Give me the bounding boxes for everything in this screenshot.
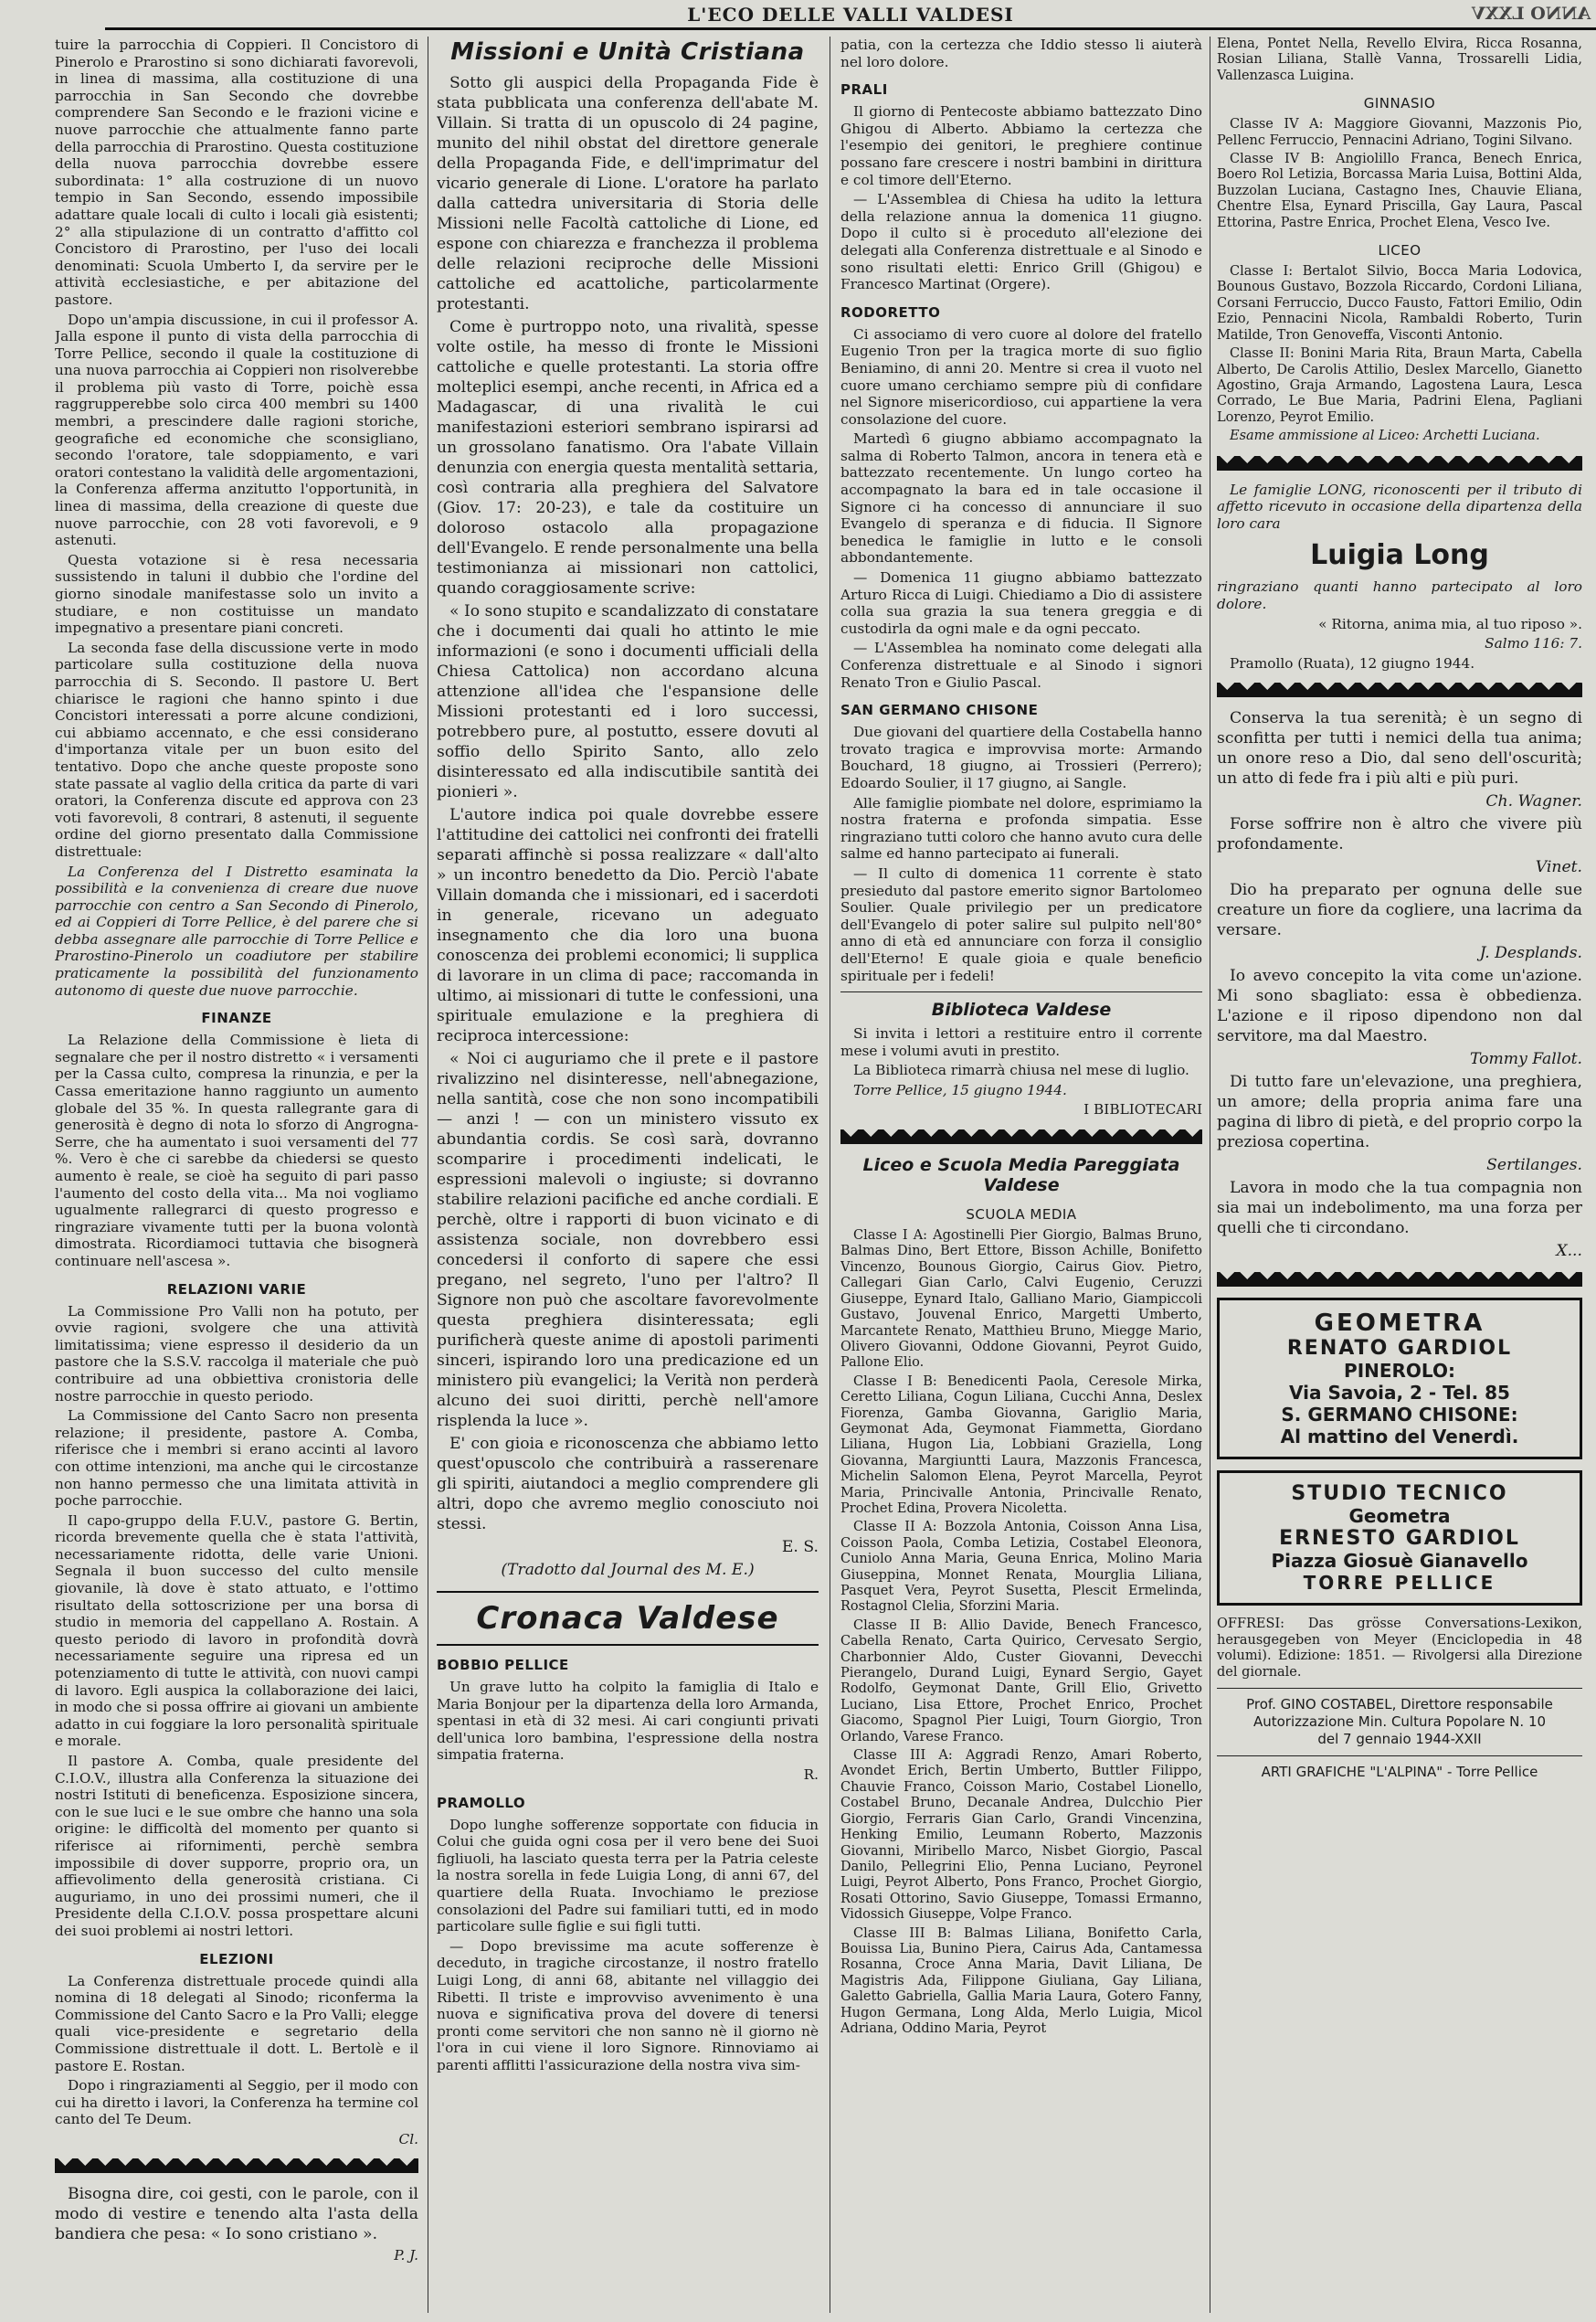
section-heading-rodoretto: RODORETTO [840,303,941,321]
conference-text [55,37,418,999]
section-banner-cronaca: Cronaca Valdese [437,1591,819,1646]
ad-line: Piazza Giosuè Gianavello [1271,1550,1528,1573]
section-heading-pramollo: PRAMOLLO [437,1794,526,1811]
psalm-reference: Salmo 116: 7. [1485,635,1582,652]
class-list: Classe IV B: Angiolillo Franca, Benech Enrica, Boero Rol Letizia, Borcassa Maria Luisa, Bottini Alda, Buzzolan Luciana, Castagno Ines, Chauvie Eliana, Chentre Elsa, Eynard Priscilla, Gay Laura, Pascal Ettorina, Pastre Enrica, Prochet Elena, Vesco Ive. [1217,152,1582,230]
section-heading-finanze: FINANZE [201,1010,272,1027]
paragraph: La Commissione Pro Valli non ha potuto, per ovvie ragioni, svolgere che una attività limitatissima; viene espresso il desiderio da un pastore che la S.S.V. raccolga il materiale che può contribuire ad una obbiettiva cronistoria delle nostre parrocchie in questo periodo. [55,1302,418,1405]
paragraph: La Relazione della Commissione è lieta di segnalare che per il nostro distretto « i versamenti per la Cassa culto, compresa la rinunzia, e per la Cassa emeritazione hanno raggiunto un aumento globale del 35 %. In questa rallegrante gara di generosità è degno di nota lo sforzo di Angrogna-Serre, che ha aumentato i suoi versamenti del 77 %. Vero è che ci sarebbe da chiedersi se questo aumento è reale, se cioè ha seguito di pari passo l'aumento del costo della vita... Ma noi vogliamo ugualmente rallegrarci di questo progresso e ringraziare vivamente tutti per la buona volontà dimostrata. Ricordiamoci tuttavia che bisognerà continuare nell'ascesa ». [55,1032,418,1269]
quote-author: Vinet. [1535,858,1582,877]
ad-line: Via Savoia, 2 - Tel. 85 [1289,1382,1510,1405]
section-heading-biblioteca: Biblioteca Valdese [931,1000,1112,1021]
quote-author: X... [1556,1242,1582,1261]
section-heading-liceo-classi: LICEO [1378,242,1422,260]
deceased-name: Luigia Long [1310,539,1489,572]
paragraph: patia, con la certezza che Iddio stesso li aiuterà nel loro dolore. [840,37,1202,70]
quote-text: Lavora in modo che la tua compagnia non sia mai un indebolimento, ma una forza per quelli che ti circondano. [1217,1179,1582,1238]
class-list: Elena, Pontet Nella, Revello Elvira, Ricca Rosanna, Rosian Liliana, Stallè Vanna, Trossarelli Lidia, Vallenzasca Luigina. [1217,37,1582,83]
paragraph: — L'Assemblea ha nominato come delegati alla Conferenza distrettuale e al Sinodo i signori Renato Tron e Giulio Pascal. [840,640,1202,691]
paragraph: La seconda fase della discussione verte in modo particolare sulla costituzione della nuova parrocchia di S. Secondo. Il pastore U. Bert chiarisce le ragioni che hanno spinto i due Concistori interessati a porre alcune condizioni, cui abbiamo accennato, e che essi considerano d'importanza vitale per un buon esito del tentativo. Dopo che anche queste proposte sono state passate al vaglio della critica da parte di vari oratori, la Conferenza discute ed approva con 23 voti favorevoli, 8 contrari, 8 astenuti, il seguente ordine del giorno presentato dalla Commissione distrettuale: [55,639,418,860]
paragraph: tuire la parrocchia di Coppieri. Il Concistoro di Pinerolo e Prarostino si sono dichiarati favorevoli, in linea di massima, alla costituzione di una parrocchia in San Secondo che dovrebbe comprendere San Secondo e le frazioni vicine e nuove parrocchie che attualmente fanno parte della parrocchia di Prarostino. Questa costituzione della nuova parrocchia dovrebbe essere subordinata: 1° alla costruzione di un nuovo tempio in San Secondo, essendo impossibile adattare quale locali di culto i locali già esistenti; 2° alla stipulazione di un contratto d'affitto col Concistoro di Prarostino, per l'uso dei locali denominati: Scuola Umberto I, da servire per le attività ecclesiastiche, e per abitazione del pastore. [55,37,418,308]
quote-text: Forse soffrire non è altro che vivere più profondamente. [1217,815,1582,854]
paragraph: L'autore indica poi quale dovrebbe essere l'attitudine dei cattolici nei confronti dei fratelli separati affinchè si possa realizzare « dall'alto » un incontro benedetto da Dio. Perciò l'abate Villain domanda che i missionari, ed i sacerdoti in generale, ricevano un adeguato insegnamento che dia loro una buona conoscenza dei problemi economici; li supplica di lavorare in un clima di pace; raccomanda in ultimo, ai missionari di tutte le confessioni, una spirituale emulazione e la preghiera di reciproca intercessione: [437,806,819,1045]
class-list: Classe III B: Balmas Liliana, Bonifetto Carla, Bouissa Lia, Bunino Piera, Cairus Ada, Cantamessa Rosanna, Croce Anna Maria, Davit Liliana, De Magistris Ada, Filippone Giuliana, Gay Liliana, Galetto Gabriella, Gallia Maria Laura, Gotero Fanny, Hugon Germana, Long Alda, Merlo Luigia, Micol Adriana, Oddino Maria, Peyrot [840,1925,1202,2036]
ad-renato-gardiol [1217,1298,1582,1459]
subheading-scuola-media: SCUOLA MEDIA [966,1206,1077,1224]
section-heading-prali: PRALI [840,81,888,99]
ad-line: GEOMETRA [1314,1309,1485,1338]
class-list: Classe I: Bertalot Silvio, Bocca Maria Lodovica, Bounous Gustavo, Bozzola Riccardo, Cordoni Liliana, Corsani Ferruccio, Ducco Fausto, Fattori Emilio, Odin Ezio, Pennacini Nicola, Rambaldi Roberto, Turin Matilde, Tron Genoveffa, Visconti Antonio. [1217,264,1582,343]
quote-text: Io avevo concepito la vita come un'azione. Mi sono sbagliato: essa è obbedienza. L'azione e il riposo dipendono non dal servitore, ma dal Maestro. [1217,967,1582,1046]
paragraph: Ci associamo di vero cuore al dolore del fratello Eugenio Tron per la tragica morte di suo figlio Beniamino, di anni 20. Mentre si crea il vuoto nel cuore umano cerchiamo sempre più di confidare nel Signore misericordioso, cui appartiene la vera consolazione del cuore. [840,325,1202,428]
ornament-rule [1217,683,1582,697]
divider [1217,1688,1582,1689]
paragraph: Alle famiglie piombate nel dolore, esprimiamo la nostra fraterna e profonda simpatia. Esse ringraziano tutti coloro che hanno avuto cura delle salme ed hanno partecipato ai funerali. [840,794,1202,863]
ad-line: S. GERMANO CHISONE: [1281,1404,1518,1426]
divider [840,991,1202,992]
quote-author: J. Desplands. [1479,944,1582,963]
paragraph: La Biblioteca rimarrà chiusa nel mese di luglio. [853,1062,1189,1079]
ornament-rule [1217,456,1582,471]
class-list: Classe II: Bonini Maria Rita, Braun Marta, Cabella Alberto, De Carolis Attilio, Deslex Marcello, Gianetto Agostino, Graja Armando, Lagostena Laura, Lesca Corrado, Le Bue Maria, Padrini Elena, Pagliani Lorenzo, Peyrot Emilio. [1217,346,1582,425]
column-4 [1217,37,1582,2315]
class-list: Classe I B: Benedicenti Paola, Ceresole Mirka, Ceretto Liliana, Cogun Liliana, Cucchi Anna, Deslex Fiorenza, Gamba Giovanna, Gariglio Maria, Geymonat Ada, Geymonat Fiammetta, Giordano Liliana, Hugon Lia, Lobbiani Graziella, Long Giovanna, Margiuntti Laura, Mazzonis Francesca, Michelin Salomon Elena, Peyrot Marcella, Peyrot Maria, Princivalle Antonia, Princivalle Renato, Prochet Edina, Provera Nicoletta. [840,1373,1202,1516]
newspaper-title: L'ECO DELLE VALLI VALDESI [687,4,1014,26]
masthead [105,0,1596,31]
quote-text: Dio ha preparato per ognuna delle sue creature un fiore da cogliere, una lacrima da versare. [1217,881,1582,940]
section-heading-chisone: SAN GERMANO CHISONE [840,702,1039,719]
paragraph: « Noi ci auguriamo che il prete e il pastore rivalizzino nel disinteresse, nell'abnegazione, nella santità, cose che non sono incompatibili — anzi ! — con un ministero vissuto ex abundantia cordis. Se così sarà, dovranno scomparire i procedimenti indelicati, le espressioni malevoli o ingiuste; si dovranno stabilire relazioni pacifiche ed anche cordiali. E perchè, oltre i rapporti di buon vicinato e di assistenza sociale, non dovrebbero essi concedersi il conforto di sapere che essi pregano, nel segreto, l'uno per l'altro? Il Signore non può che ascoltare favorevolmente questa preghiera disinteressata; egli purificherà queste anime di apostoli parimenti sinceri, ispirando loro una predicazione ed un ministero più evangelici; la Verità non perderà alcuno dei suoi diritti, perchè nell'amore risplenda la luce ». [437,1050,819,1430]
ad-line: PINEROLO: [1344,1360,1455,1383]
credit-line: del 7 gennaio 1944-XXII [1317,1730,1482,1747]
ornament-rule [55,2158,418,2173]
class-list: Classe I A: Agostinelli Pier Giorgio, Balmas Bruno, Balmas Dino, Bert Ettore, Bisson Achille, Bonifetto Vincenzo, Bounous Giorgio, Cairus Giov. Pietro, Callegari Gian Carlo, Calvi Eugenio, Ceruzzi Giuseppe, Eynard Italo, Galliano Mario, Giampiccoli Gustavo, Jouvenal Enrico, Margetti Umberto, Marcantete Renato, Matthieu Bruno, Miegge Mario, Olivero Giovanni, Oddone Giovanni, Peyrot Guido, Pallone Elio. [840,1228,1202,1371]
class-list: Classe III A: Aggradi Renzo, Amari Roberto, Avondet Erich, Bertin Umberto, Buttler Filippo, Chauvie Franco, Coisson Mario, Costabel Lionello, Costabel Bruno, Decanale Andrea, Dulcchio Pier Giorgio, Ferraris Gian Carlo, Grandi Vincenzina, Henking Emilio, Leumann Roberto, Mazzonis Giovanni, Miribello Marco, Nisbet Giorgio, Pascal Danilo, Pellegrini Elio, Penna Luciano, Peyronel Luigi, Peyrot Alberto, Pons Franco, Prochet Giorgio, Rosati Ottorino, Savio Giuseppe, Tomassi Ermanno, Vidossich Giuseppe, Volpe Franco. [840,1748,1202,1923]
printer-line: ARTI GRAFICHE "L'ALPINA" - Torre Pellice [1261,1763,1538,1780]
paragraph: — Il culto di domenica 11 corrente è stato presieduto dal pastore emerito signor Bartolomeo Soulier. Quale privilegio per un predicatore dell'Evangelo di poter salire sul pulpito nell'80° anno di età ed annunciare con forza il consiglio dell'Eterno! E quale gioia e quale beneficio spirituale per i fedeli! [840,864,1202,984]
section-heading-relazioni: RELAZIONI VARIE [166,1280,307,1298]
paragraph: Si invita i lettori a restituire entro il corrente mese i volumi avuti in prestito. [840,1025,1202,1059]
paragraph: Dopo lunghe sofferenze sopportate con fiducia in Colui che guida ogni cosa per il vero bene dei Suoi figliuoli, ha lasciato questa terra per la Patria celeste la nostra sorella in fede Luigia Long, di anni 67, del quartiere della Ruata. Invochiamo le preziose consolazioni del Padre sui familiari tutti, ed in modo particolare sulle figlie e sui figli tutti. [437,1816,819,1935]
section-heading-elezioni: ELEZIONI [199,1950,274,1967]
paragraph: — Domenica 11 giugno abbiamo battezzato Arturo Ricca di Luigi. Chiediamo a Dio di assistere colla sua grazia la sua tenera greggia e di custodirla da ogni male e da ogni peccato. [840,569,1202,637]
quote-text: Conserva la tua serenità; è un segno di sconfitta per tutti i nemici della tua anima; un onore reso a Dio, dal seno dell'oscurità; un atto di fede fra i più alti e più puri. [1217,709,1582,789]
ad-line: STUDIO TECNICO [1291,1482,1508,1506]
psalm-quote: « Ritorna, anima mia, al tuo riposo ». [1318,615,1582,632]
column-3 [840,37,1202,2315]
paragraph: Sotto gli auspici della Propaganda Fide è stata pubblicata una conferenza dell'abate M. Villain. Si tratta di un opuscolo di 24 pagine, munito del nihil obstat del direttore generale della Propaganda Fide, e dell'imprimatur del vicario generale di Lione. L'oratore ha parlato dalla cattedra universitaria di Storia delle Missioni nelle Facoltà cattoliche di Lione, ed espone con chiarezza e franchezza il problema delle relazioni reciproche delle Missioni cattoliche ed acattoliche, particolarmente protestanti. [437,74,819,313]
paragraph: Questa votazione si è resa necessaria sussistendo in taluni il dubbio che l'ordine del giorno sinodale manifestasse solo un invito a studiare, e non costituisse un mandato impegnativo a presentare piani concreti. [55,551,418,637]
credit-line: Prof. GINO COSTABEL, Direttore responsabile [1246,1695,1553,1712]
column-2 [437,37,819,2315]
signature: I BIBLIOTECARI [1083,1101,1202,1119]
signature: P. J. [394,2247,418,2264]
exam-note: Esame ammissione al Liceo: Archetti Luciana. [1230,429,1540,444]
closing-quote: Bisogna dire, coi gesti, con le parole, con il modo di vestire e tenendo alta l'asta della bandiera che pesa: « Io sono cristiano ». [55,2185,418,2244]
paragraph: E' con gioia e riconoscenza che abbiamo letto quest'opuscolo che contribuirà a rasserenare gli spiriti, aiutandoci a meglio comprendere gli altri, dopo che avremo meglio conosciuto noi stessi. [437,1435,819,1533]
signature: Cl. [398,2130,418,2147]
paragraph: Un grave lutto ha colpito la famiglia di Italo e Maria Bonjour per la dipartenza della loro Armanda, spentasi in età di 32 mesi. Ai cari congiunti privati dell'unica loro bambina, l'espressione della nostra simpatia fraterna. [437,1679,819,1764]
quote-text: Di tutto fare un'elevazione, una preghiera, un amore; della propria anima fare una pagina di libro di pietà, e del proprio corpo la preziosa copertina. [1217,1073,1582,1152]
thanks-text: ringraziano quanti hanno partecipato al loro dolore. [1217,578,1582,612]
paragraph: Il capo-gruppo della F.U.V., pastore G. Bertin, ricorda brevemente quella che è stata l'attività, necessariamente ridotta, delle varie Unioni. Segnala il buon successo del culto mensile giovanile, là dove è stato attuato, e l'ottimo risultato della sottoscrizione per una borsa di studio in memoria del cappellano A. Rostain. A questo periodo di lavoro in profondità dovrà necessariamente seguire una ripresa ed un potenziamento di tutte le attività, con nuovi campi di lavoro. Egli auspica la collaborazione dei laici, in modo che si possa offrire ai giovani un ambiente adatto in cui foggiare la loro personalità spirituale e morale. [55,1511,418,1750]
year-label: ANNO LXXV [1471,4,1591,24]
ad-line: Al mattino del Venerdì. [1280,1426,1519,1448]
quote-author: Tommy Fallot. [1470,1050,1582,1069]
paragraph: Dopo un'ampia discussione, in cui il professor A. Jalla espone il punto di vista della parrocchia di Torre Pellice, secondo il quale la costituzione di una nuova parrocchia ai Coppieri non risolverebbe il problema più vasto di Torre, poichè essa raggrupperebbe solo circa 400 membri su 1400 membri, a prescindere dalle ragioni storiche, geografiche ed economiche che sconsigliano, secondo l'oratore, tale sdoppiamento, e vari oratori contestano la validità delle argomentazioni, la Conferenza afferma anzitutto l'opportunità, in linea di massima, della creazione di queste due nuove parrocchie, con 28 voti favorevoli, e 9 astenuti. [55,311,418,549]
paragraph: Dopo i ringraziamenti al Seggio, per il modo con cui ha diretto i lavori, la Conferenza ha termine col canto del Te Deum. [55,2077,418,2128]
credit-line: Autorizzazione Min. Cultura Popolare N. 10 [1252,1712,1547,1730]
section-heading-ginnasio: GINNASIO [1363,95,1436,112]
date-line: Pramollo (Ruata), 12 giugno 1944. [1230,654,1475,672]
ad-line: TORRE PELLICE [1303,1572,1496,1595]
date-line: Torre Pellice, 15 giugno 1944. [853,1081,1067,1098]
section-heading-liceo: Liceo e Scuola Media Pareggiata Valdese [862,1155,1180,1196]
ad-ernesto-gardiol [1217,1470,1582,1606]
ad-line: Geometra [1348,1505,1451,1528]
quote-author: Sertilanges. [1486,1156,1582,1175]
signature: E. S. [781,1538,819,1556]
masthead-rule [105,27,1596,30]
paragraph: La Commissione del Canto Sacro non presenta relazione; il presidente, pastore A. Comba, riferisce che i membri si erano accinti al lavoro con ottime intenzioni, ma anche qui le circostanze non hanno permesso che una limitata attività in poche parrocchie. [55,1407,418,1510]
paragraph: Il giorno di Pentecoste abbiamo battezzato Dino Ghigou di Alberto. Abbiamo la certezza che l'esempio dei genitori, le preghiere continue possano fare crescere i nostri bambini in dirittura e col timore dell'Eterno. [840,103,1202,188]
paragraph: Come è purtroppo noto, una rivalità, spesse volte ostile, ha messo di fronte le Missioni cattoliche e quelle protestanti. La storia offre molteplici esempi, anche recenti, in Africa ed a Madagascar, di una rivalità le cui manifestazioni esteriori sembrano ispirarsi ad un grossolano fanatismo. Ora l'abate Villain denunzia con energia questa mentalità settaria, così contraria alla preghiera del Salvatore (Giov. 17: 20-23), e tale da costituire un doloroso ostacolo alla propagazione dell'Evangelo. E rende personalmente una bella testimonianza ai missionari non cattolici, quando coraggiosamente scrive: [437,318,819,598]
signature: R. [803,1765,819,1783]
classified-ad: OFFRESI: Das grösse Conversations-Lexikon, herausgegeben von Meyer (Enciclopedia in 48 volumi). Edizione: 1851. — Rivolgersi alla Direzione del giornale. [1217,1617,1582,1680]
paragraph: « Io sono stupito e scandalizzato di constatare che i documenti dai quali ho attinto le mie informazioni (e sono i documenti ufficiali della Chiesa Cattolica) non accordano alcuna attenzione all'idea che l'espansione delle Missioni protestanti ed i loro successi, potrebbero pure, al postutto, essere dovuti al soffio dello Spirito Santo, allo zelo disinteressato ed alla indiscutibile santità dei pionieri ». [437,602,819,801]
ornament-rule [840,1129,1202,1144]
class-list: Classe IV A: Maggiore Giovanni, Mazzonis Pio, Pellenc Ferruccio, Pennacini Adriano, Togini Silvano. [1217,117,1582,148]
ad-line: RENATO GARDIOL [1286,1337,1513,1361]
paragraph: Martedì 6 giugno abbiamo accompagnato la salma di Roberto Talmon, ancora in tenera età e battezzato recentemente. Un lungo corteo ha accompagnato la bara ed in tale occasione il Signore ci ha concesso di annunciare il suo Evangelo di speranza e di fiducia. Il Signore benedica le famiglie in lutto e le consoli abbondantemente. [840,430,1202,567]
column-1 [55,37,418,2315]
quote-author: Ch. Wagner. [1485,792,1582,811]
paragraph: Due giovani del quartiere della Costabella hanno trovato tragica e improvvisa morte: Armando Bouchard, 18 giugno, ai Trossieri (Perrero); Edoardo Soulier, il 17 giugno, ai Sangle. [840,724,1202,791]
thanks-intro: Le famiglie LONG, riconoscenti per il tributo di affetto ricevuto in occasione della dipartenza della loro cara [1217,481,1582,532]
paragraph: Il pastore A. Comba, quale presidente del C.I.O.V., illustra alla Conferenza la situazione dei nostri Istituti di beneficenza. Esposizione sincera, con le sue luci e le sue ombre che hanno una sola origine: le difficoltà del momento per quanto si riferisce ai rifornimenti, perchè sembra impossibile di dover supporre, proprio ora, un affievolimento della generosità cristiana. Ci auguriamo, in uno dei prossimi numeri, che il Presidente della C.I.O.V. possa prospettare alcuni dei suoi problemi ai nostri lettori. [55,1753,418,1939]
class-list: Classe II B: Allio Davide, Benech Francesco, Cabella Renato, Carta Quirico, Cervesato Sergio, Charbonnier Aldo, Custer Giovanni, Devecchi Pierangelo, Durand Luigi, Eynard Sergio, Gayet Rodolfo, Geymonat Dante, Grill Elio, Grivetto Luciano, Lisa Ettore, Prochet Enrico, Prochet Giacomo, Spagnol Pier Luigi, Tourn Giorgio, Tron Orlando, Varese Franco. [840,1617,1202,1744]
translation-note: (Tradotto dal Journal des M. E.) [501,1561,755,1579]
resolution-text: La Conferenza del I Distretto esaminata la possibilità e la convenienza di creare due nuove parrocchie con centro a San Secondo di Pinerolo, ed ai Coppieri di Torre Pellice, è del parere che si debba assegnare alle parrocchie di Torre Pellice e Prarostino-Pinerolo un coadiutore per stabilire praticamente la possibilità del funzionamento autonomo di queste due nuove parrocchie. [55,863,418,999]
ornament-rule [1217,1272,1582,1287]
class-list: Classe II A: Bozzola Antonia, Coisson Anna Lisa, Coisson Paola, Comba Letizia, Costabel Eleonora, Cuniolo Anna Maria, Geuna Enrica, Molino Maria Giuseppina, Monnet Renata, Mourglia Liliana, Pasquet Vera, Peyrot Susetta, Plescit Ermelinda, Rostagnol Clelia, Sforzini Maria. [840,1520,1202,1615]
article-title: Missioni e Unità Cristiana [450,38,805,66]
paragraph: — L'Assemblea di Chiesa ha udito la lettura della relazione annua la domenica 11 giugno. Dopo il culto si è proceduto all'elezione dei delegati alla Conferenza distrettuale e al Sinodo e sono risultati eletti: Enrico Grill (Ghigou) e Francesco Martinat (Orgere). [840,191,1202,293]
paragraph: La Conferenza distrettuale procede quindi alla nomina di 18 delegati al Sinodo; riconferma la Commissione del Canto Sacro e la Pro Valli; elegge quali vice-presidente e segretario della Commissione distrettuale il dott. L. Bertolè e il pastore E. Rostan. [55,1972,418,2074]
paragraph: — Dopo brevissime ma acute sofferenze è deceduto, in tragiche circostanze, il nostro fratello Luigi Long, di anni 68, abitante nel villaggio dei Ribetti. Il triste e improvviso avvenimento è una nuova e significativa prova del dovere di tenersi pronti come servitori che non sanno nè il giorno nè l'ora in cui viene il loro Signore. Rinnoviamo ai parenti afflitti l'assicurazione della nostra viva sim- [437,1937,819,2073]
ad-line: ERNESTO GARDIOL [1279,1527,1520,1551]
divider [1217,1755,1582,1756]
section-heading-bobbio: BOBBIO PELLICE [437,1657,569,1673]
